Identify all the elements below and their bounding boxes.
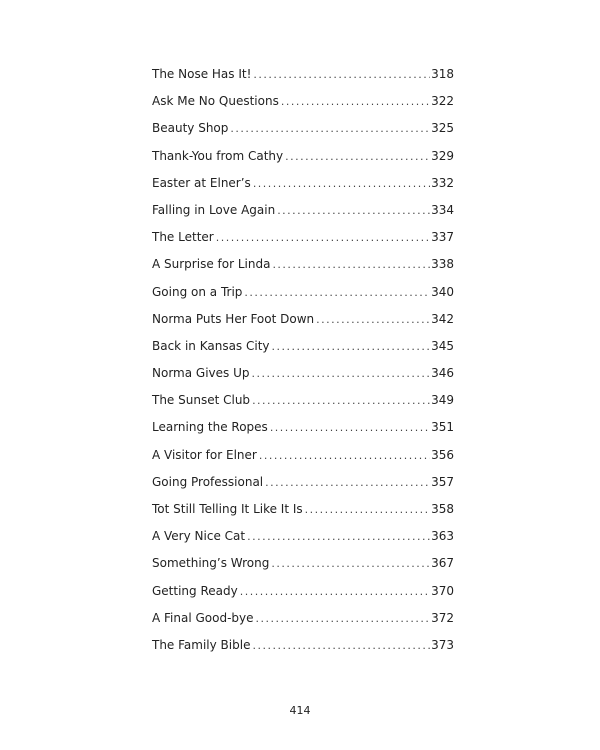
toc-entry-title: Thank-You from Cathy: [152, 148, 284, 163]
toc-dot-leader: [270, 418, 430, 438]
toc-entry: [152, 254, 454, 281]
toc-dot-leader: [271, 554, 430, 574]
toc-entry-page: 370: [431, 583, 454, 598]
toc-dot-leader: [251, 364, 430, 384]
toc-entry: [152, 499, 454, 526]
toc-entry-title: Tot Still Telling It Like It Is: [152, 502, 303, 516]
toc-entry-page: 372: [431, 610, 454, 625]
toc-dot-leader: [230, 119, 430, 139]
toc-entry-title: A Final Good-bye: [152, 610, 254, 625]
toc-entry-title: Back in Kansas City: [152, 338, 270, 353]
table-of-contents: [152, 64, 454, 662]
toc-entry: [152, 146, 454, 173]
toc-entry-title: Norma Gives Up: [152, 366, 250, 381]
toc-entry: [152, 118, 454, 145]
page-number: 414: [289, 704, 311, 717]
toc-dot-leader: [281, 92, 430, 112]
toc-entry-page: 342: [431, 311, 454, 326]
toc-entry-page: 345: [431, 338, 454, 353]
toc-entry-page: 337: [431, 230, 454, 245]
toc-entry: [152, 445, 454, 472]
toc-entry-title: The Family Bible: [152, 637, 251, 652]
toc-entry-title: Going on a Trip: [152, 284, 243, 299]
toc-entry-title: Easter at Elner’s: [152, 175, 251, 190]
toc-entry: [152, 227, 454, 254]
toc-entry-page: 357: [431, 474, 454, 489]
toc-entry-page: 373: [431, 637, 454, 652]
toc-entry: [152, 173, 454, 200]
toc-entry-title: Going Professional: [152, 474, 264, 489]
toc-entry-page: 367: [431, 556, 454, 571]
toc-dot-leader: [244, 283, 430, 303]
toc-dot-leader: [256, 609, 431, 629]
toc-entry: [152, 635, 454, 662]
toc-entry-page: 322: [431, 94, 454, 109]
toc-dot-leader: [253, 174, 430, 194]
toc-entry-page: 356: [431, 447, 454, 462]
toc-entry-page: 363: [431, 529, 454, 544]
toc-entry-page: 340: [431, 284, 454, 299]
toc-entry: [152, 363, 454, 390]
toc-entry-title: Beauty Shop: [152, 121, 229, 136]
toc-entry-title: A Very Nice Cat: [152, 529, 246, 544]
toc-entry-title: Something’s Wrong: [152, 556, 270, 571]
toc-dot-leader: [247, 527, 430, 547]
toc-entry-title: Ask Me No Questions: [152, 94, 279, 109]
toc-dot-leader: [272, 337, 431, 357]
toc-entry: [152, 553, 454, 580]
toc-entry-title: A Visitor for Elner: [152, 447, 257, 462]
toc-entry-page: 338: [431, 257, 454, 272]
toc-entry-title: A Surprise for Linda: [152, 257, 271, 272]
toc-entry: [152, 417, 454, 444]
toc-entry: [152, 91, 454, 118]
toc-entry: [152, 581, 454, 608]
toc-entry-title: Getting Ready: [152, 583, 238, 598]
toc-entry-title: The Sunset Club: [152, 393, 251, 408]
toc-entry-title: The Nose Has It!: [152, 67, 252, 81]
toc-entry: [152, 472, 454, 499]
toc-dot-leader: [316, 310, 430, 330]
toc-dot-leader: [305, 500, 430, 520]
toc-dot-leader: [240, 582, 430, 602]
toc-entry-title: Norma Puts Her Foot Down: [152, 311, 315, 326]
toc-entry-page: 358: [431, 502, 454, 516]
toc-entry-title: Falling in Love Again: [152, 202, 276, 217]
toc-entry: [152, 309, 454, 336]
toc-dot-leader: [259, 446, 430, 466]
toc-dot-leader: [252, 636, 430, 656]
toc-entry: [152, 608, 454, 635]
toc-entry-title: The Letter: [152, 230, 214, 245]
toc-entry-page: 332: [431, 175, 454, 190]
toc-entry: [152, 64, 454, 91]
toc-dot-leader: [216, 228, 430, 248]
toc-entry: [152, 390, 454, 417]
toc-entry: [152, 336, 454, 363]
toc-dot-leader: [285, 147, 430, 167]
toc-dot-leader: [277, 201, 430, 221]
toc-entry: [152, 200, 454, 227]
toc-entry-page: 318: [431, 67, 454, 81]
toc-entry-page: 325: [431, 121, 454, 136]
toc-dot-leader: [252, 391, 430, 411]
toc-entry-page: 351: [431, 420, 454, 435]
toc-entry: [152, 282, 454, 309]
toc-entry: [152, 526, 454, 553]
toc-entry-page: 349: [431, 393, 454, 408]
toc-entry-title: Learning the Ropes: [152, 420, 268, 435]
toc-entry-page: 346: [431, 366, 454, 381]
toc-dot-leader: [272, 255, 430, 275]
toc-dot-leader: [253, 65, 430, 85]
toc-dot-leader: [265, 473, 430, 493]
toc-entry-page: 329: [431, 148, 454, 163]
toc-entry-page: 334: [431, 202, 454, 217]
